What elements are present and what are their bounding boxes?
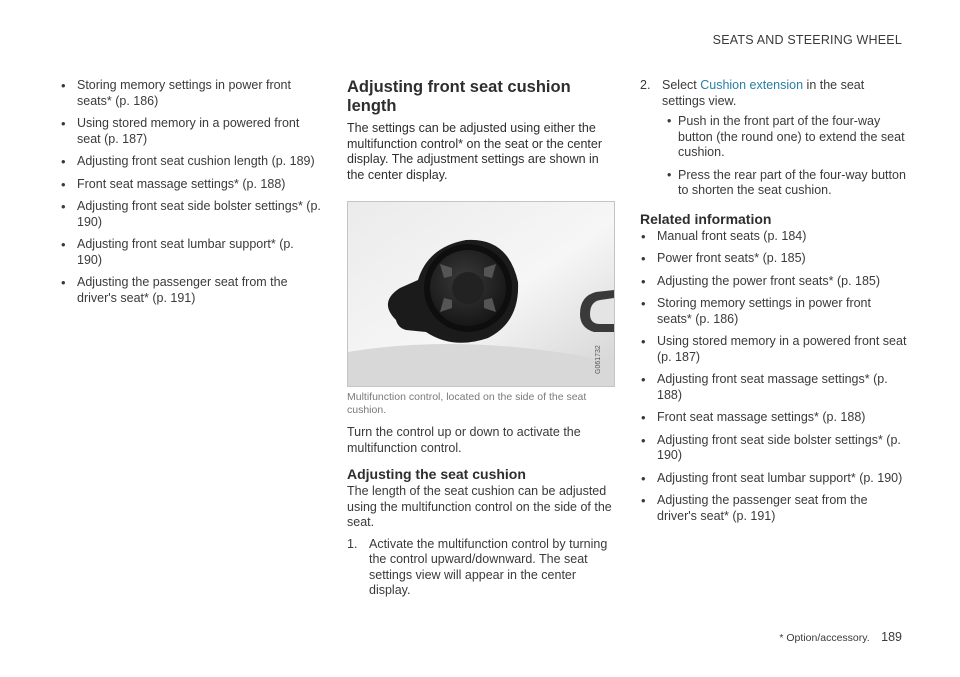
step-1 (347, 537, 615, 599)
right-column (640, 78, 908, 531)
list-item[interactable]: • Storing memory settings in power front seats* (p. 186) (640, 296, 908, 327)
list-item[interactable]: • Adjusting front seat massage settings* (p. 188) (640, 372, 908, 403)
list-item[interactable]: • Using stored memory in a powered front seat (p. 187) (60, 116, 322, 147)
figure-code: G061732 (595, 345, 602, 374)
list-item: • Push in the front part of the four-way button (the round one) to extend the seat cushion. (662, 114, 908, 161)
middle-column (347, 78, 615, 599)
list-item[interactable]: • Storing memory settings in power front seats* (p. 186) (60, 78, 322, 109)
multifunction-control-illustration (348, 202, 614, 386)
page-title: Adjusting front seat cushion length (347, 78, 571, 115)
related-link-list (640, 229, 908, 525)
list-item[interactable]: • Power front seats* (p. 185) (640, 251, 908, 267)
list-item[interactable]: • Adjusting front seat lumbar support* (p. 190) (60, 237, 322, 268)
multifunction-control-figure (347, 201, 615, 387)
body-text: The length of the seat cushion can be adjusted using the multifunction control on the side of the seat. (347, 484, 612, 529)
page-footer (779, 630, 902, 647)
list-item[interactable]: • Adjusting the power front seats* (p. 185) (640, 274, 908, 290)
related-heading: Related information (640, 210, 772, 227)
list-item[interactable]: • Adjusting the passenger seat from the driver's seat* (p. 191) (60, 275, 322, 306)
footnote: * Option/accessory. (779, 632, 870, 644)
list-item[interactable]: • Adjusting front seat side bolster settings* (p. 190) (640, 433, 908, 464)
intro-text: The settings can be adjusted using either the multifunction control* on the seat or the center display. The adjustment settings are shown in the center display. (347, 121, 603, 182)
list-item[interactable]: • Adjusting front seat side bolster settings* (p. 190) (60, 199, 322, 230)
list-item[interactable]: • Manual front seats (p. 184) (640, 229, 908, 245)
step-sub-list (662, 114, 908, 199)
step-text-post: in the seat settings view. (662, 78, 865, 108)
step-number: 1. (347, 536, 358, 551)
step-2 (640, 78, 908, 199)
page-number: 189 (881, 630, 902, 644)
section-header: SEATS AND STEERING WHEEL (712, 33, 902, 47)
list-item[interactable]: • Adjusting the passenger seat from the driver's seat* (p. 191) (640, 493, 908, 524)
list-item[interactable]: • Front seat massage settings* (p. 188) (640, 410, 908, 426)
step-number: 2. (640, 78, 651, 92)
list-item[interactable]: • Adjusting front seat cushion length (p. 189) (60, 154, 322, 170)
list-item[interactable]: • Using stored memory in a powered front seat (p. 187) (640, 334, 908, 365)
list-item: • Press the rear part of the four-way button to shorten the seat cushion. (662, 168, 908, 199)
body-text: Turn the control up or down to activate the multifunction control. (347, 425, 581, 455)
step-list (347, 537, 615, 599)
figure-caption: Multifunction control, located on the side of the seat cushion. (347, 391, 587, 416)
left-link-list (60, 78, 322, 306)
step-list (640, 78, 908, 199)
step-text: Activate the multifunction control by turning the control upward/downward. The seat settings view will appear in the center display. (369, 536, 608, 597)
left-column (60, 78, 322, 313)
section-heading: Adjusting the seat cushion (347, 466, 526, 482)
menu-option-highlight: Cushion extension (700, 78, 804, 92)
list-item[interactable]: • Adjusting front seat lumbar support* (p. 190) (640, 471, 908, 487)
step-text-pre: Select (662, 78, 701, 92)
list-item[interactable]: • Front seat massage settings* (p. 188) (60, 177, 322, 193)
